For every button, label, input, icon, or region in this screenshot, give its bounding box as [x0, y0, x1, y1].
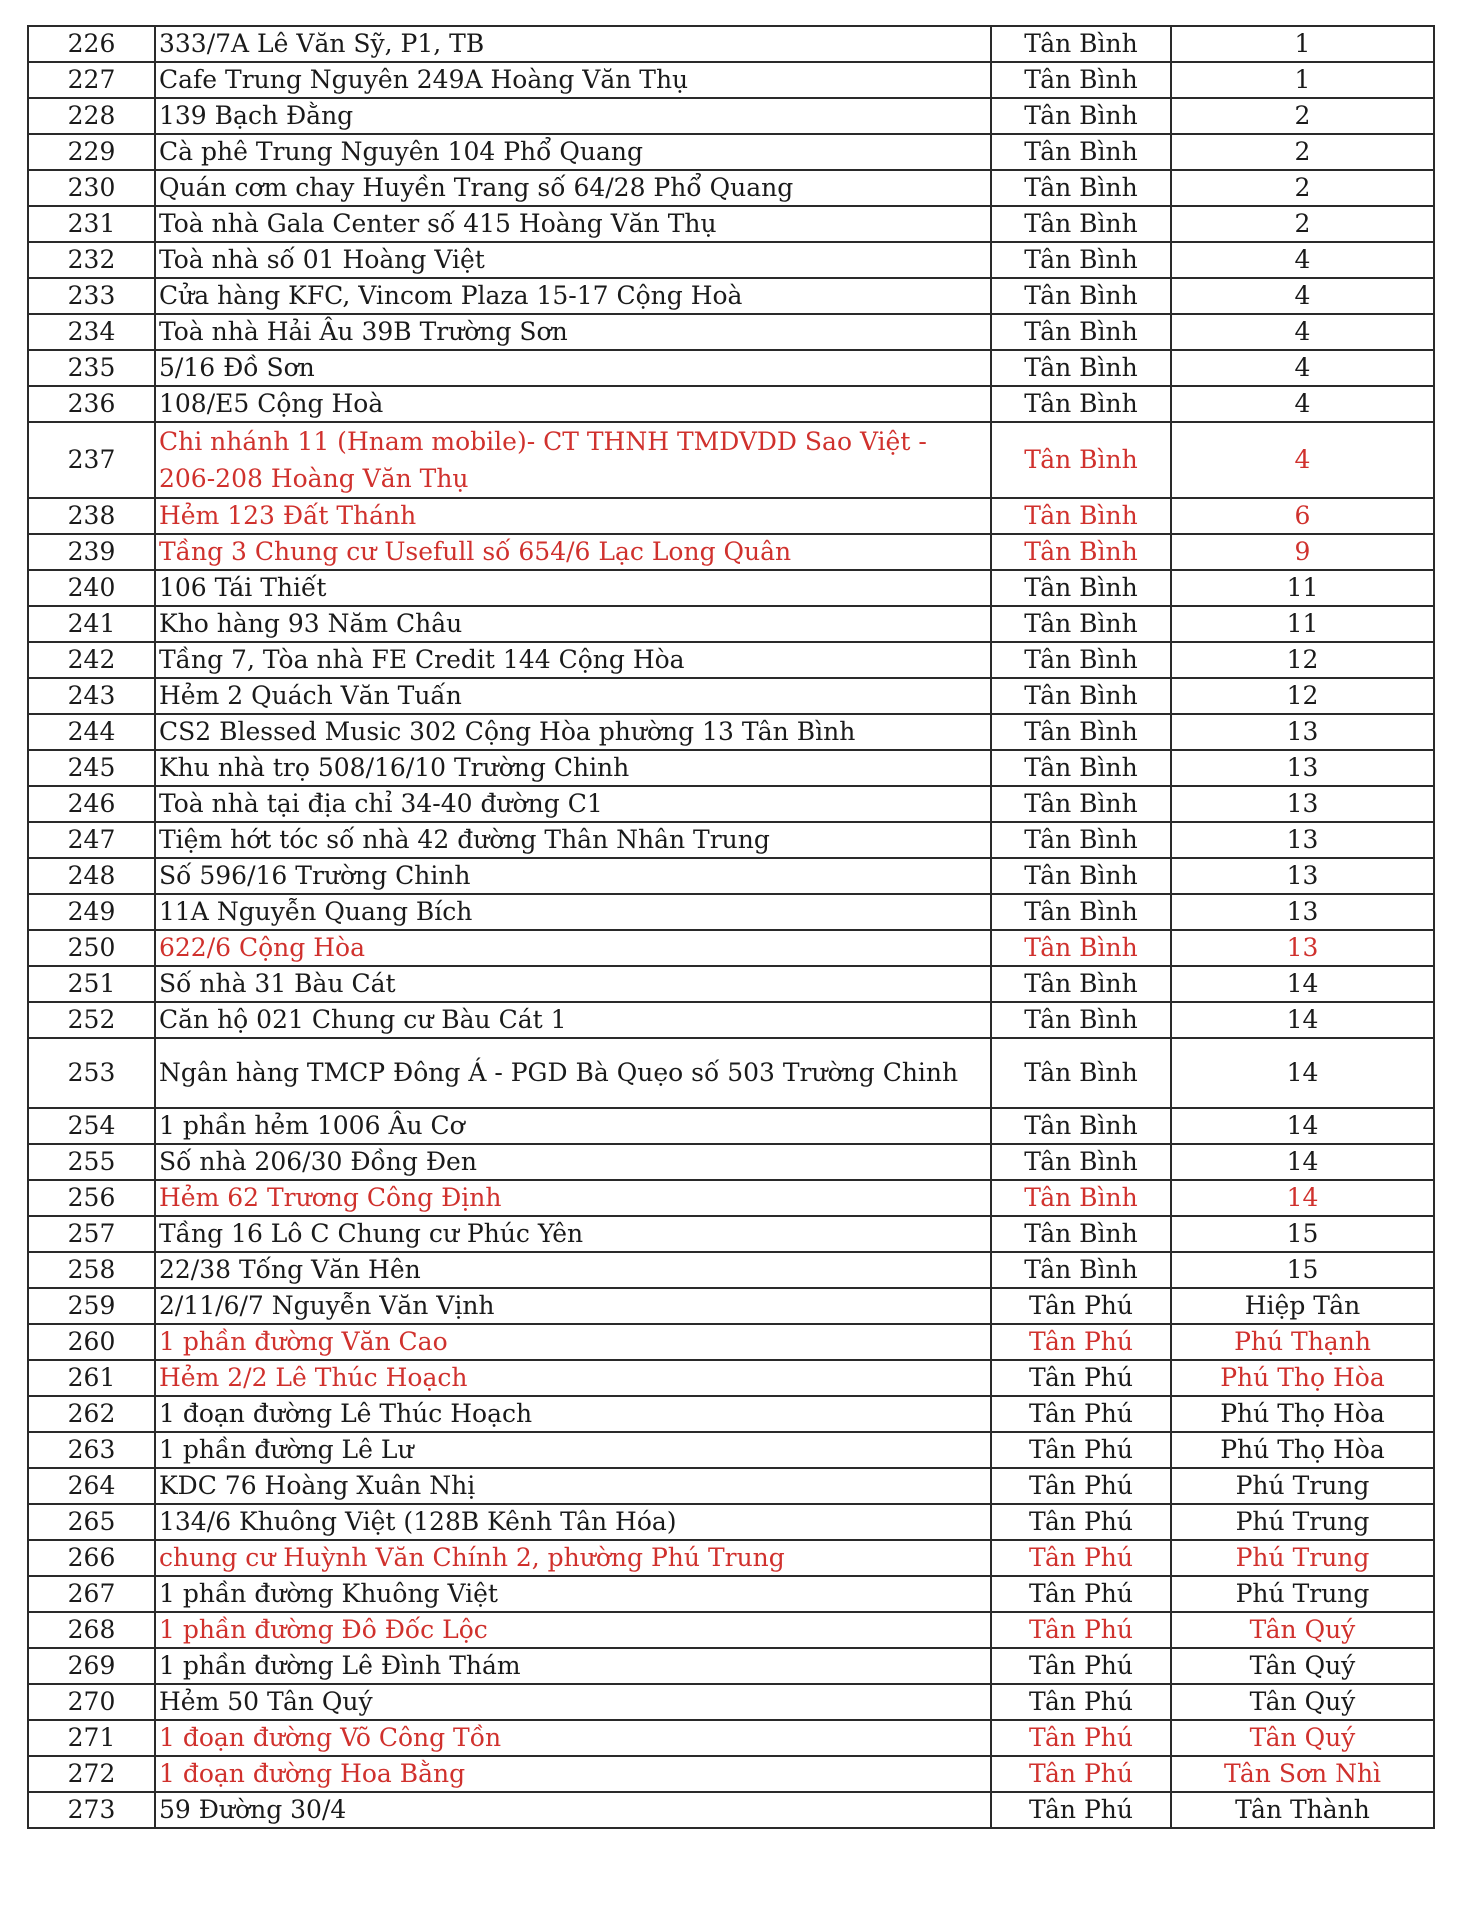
- address-cell: 22/38 Tống Văn Hên: [155, 1252, 991, 1288]
- district-cell: Tân Bình: [991, 314, 1171, 350]
- ward-cell: Tân Quý: [1171, 1720, 1434, 1756]
- address-cell: Quán cơm chay Huyền Trang số 64/28 Phổ Quang: [155, 170, 991, 206]
- address-cell: Hẻm 62 Trương Công Định: [155, 1180, 991, 1216]
- table-row: [28, 570, 1434, 606]
- district-cell: Tân Bình: [991, 1108, 1171, 1144]
- address-cell: Tầng 3 Chung cư Usefull số 654/6 Lạc Long Quân: [155, 534, 991, 570]
- table-row: [28, 714, 1434, 750]
- table-row: [28, 606, 1434, 642]
- ward-cell: Phú Trung: [1171, 1504, 1434, 1540]
- row-number-cell: 233: [28, 278, 155, 314]
- address-cell: Khu nhà trọ 508/16/10 Trường Chinh: [155, 750, 991, 786]
- address-cell: 622/6 Cộng Hòa: [155, 930, 991, 966]
- district-cell: Tân Bình: [991, 642, 1171, 678]
- district-cell: Tân Phú: [991, 1540, 1171, 1576]
- district-cell: Tân Phú: [991, 1396, 1171, 1432]
- ward-cell: 2: [1171, 98, 1434, 134]
- ward-cell: 13: [1171, 894, 1434, 930]
- district-cell: Tân Phú: [991, 1648, 1171, 1684]
- district-cell: Tân Bình: [991, 422, 1171, 498]
- row-number-cell: 252: [28, 1002, 155, 1038]
- ward-cell: 13: [1171, 858, 1434, 894]
- district-cell: Tân Phú: [991, 1288, 1171, 1324]
- address-cell: Hẻm 2 Quách Văn Tuấn: [155, 678, 991, 714]
- address-cell: CS2 Blessed Music 302 Cộng Hòa phường 13 Tân Bình: [155, 714, 991, 750]
- ward-cell: 15: [1171, 1216, 1434, 1252]
- table-row: [28, 822, 1434, 858]
- table-row: [28, 1216, 1434, 1252]
- ward-cell: Tân Quý: [1171, 1612, 1434, 1648]
- table-row: [28, 1396, 1434, 1432]
- ward-cell: 14: [1171, 1108, 1434, 1144]
- district-cell: Tân Bình: [991, 98, 1171, 134]
- address-cell: chung cư Huỳnh Văn Chính 2, phường Phú Trung: [155, 1540, 991, 1576]
- address-cell: 106 Tái Thiết: [155, 570, 991, 606]
- address-cell: 1 đoạn đường Võ Công Tồn: [155, 1720, 991, 1756]
- address-cell: Tầng 16 Lô C Chung cư Phúc Yên: [155, 1216, 991, 1252]
- row-number-cell: 254: [28, 1108, 155, 1144]
- row-number-cell: 260: [28, 1324, 155, 1360]
- row-number-cell: 238: [28, 498, 155, 534]
- district-cell: Tân Bình: [991, 62, 1171, 98]
- address-cell: 1 phần đường Văn Cao: [155, 1324, 991, 1360]
- row-number-cell: 268: [28, 1612, 155, 1648]
- ward-cell: 14: [1171, 966, 1434, 1002]
- table-row: [28, 966, 1434, 1002]
- address-cell: 1 phần đường Khuông Việt: [155, 1576, 991, 1612]
- address-cell: 108/E5 Cộng Hoà: [155, 386, 991, 422]
- table-row: [28, 894, 1434, 930]
- district-cell: Tân Bình: [991, 1144, 1171, 1180]
- row-number-cell: 229: [28, 134, 155, 170]
- ward-cell: Phú Thọ Hòa: [1171, 1396, 1434, 1432]
- district-cell: Tân Phú: [991, 1468, 1171, 1504]
- district-cell: Tân Bình: [991, 170, 1171, 206]
- ward-cell: 4: [1171, 242, 1434, 278]
- row-number-cell: 264: [28, 1468, 155, 1504]
- row-number-cell: 250: [28, 930, 155, 966]
- district-cell: Tân Phú: [991, 1612, 1171, 1648]
- address-cell: Hẻm 2/2 Lê Thúc Hoạch: [155, 1360, 991, 1396]
- ward-cell: 14: [1171, 1038, 1434, 1108]
- ward-cell: 14: [1171, 1180, 1434, 1216]
- ward-cell: 4: [1171, 350, 1434, 386]
- district-cell: Tân Bình: [991, 894, 1171, 930]
- table-row: [28, 98, 1434, 134]
- row-number-cell: 272: [28, 1756, 155, 1792]
- row-number-cell: 234: [28, 314, 155, 350]
- address-cell: Cửa hàng KFC, Vincom Plaza 15-17 Cộng Hoà: [155, 278, 991, 314]
- district-cell: Tân Bình: [991, 242, 1171, 278]
- district-cell: Tân Bình: [991, 134, 1171, 170]
- row-number-cell: 255: [28, 1144, 155, 1180]
- row-number-cell: 245: [28, 750, 155, 786]
- row-number-cell: 232: [28, 242, 155, 278]
- address-cell: KDC 76 Hoàng Xuân Nhị: [155, 1468, 991, 1504]
- district-cell: Tân Bình: [991, 206, 1171, 242]
- row-number-cell: 263: [28, 1432, 155, 1468]
- address-cell: 1 đoạn đường Hoa Bằng: [155, 1756, 991, 1792]
- row-number-cell: 273: [28, 1792, 155, 1828]
- table-row: [28, 930, 1434, 966]
- table-row: [28, 678, 1434, 714]
- table-row: [28, 1792, 1434, 1828]
- row-number-cell: 226: [28, 26, 155, 62]
- district-cell: Tân Phú: [991, 1432, 1171, 1468]
- row-number-cell: 249: [28, 894, 155, 930]
- district-cell: Tân Phú: [991, 1504, 1171, 1540]
- row-number-cell: 243: [28, 678, 155, 714]
- ward-cell: Phú Thọ Hòa: [1171, 1360, 1434, 1396]
- ward-cell: Phú Trung: [1171, 1576, 1434, 1612]
- table-row: [28, 1288, 1434, 1324]
- table-row: [28, 1648, 1434, 1684]
- district-cell: Tân Bình: [991, 786, 1171, 822]
- table-row: [28, 1504, 1434, 1540]
- address-cell: 139 Bạch Đằng: [155, 98, 991, 134]
- table-row: [28, 1468, 1434, 1504]
- address-cell: Ngân hàng TMCP Đông Á - PGD Bà Quẹo số 503 Trường Chinh: [155, 1038, 991, 1108]
- table-row: [28, 1360, 1434, 1396]
- address-cell: 2/11/6/7 Nguyễn Văn Vịnh: [155, 1288, 991, 1324]
- row-number-cell: 270: [28, 1684, 155, 1720]
- district-cell: Tân Bình: [991, 386, 1171, 422]
- district-cell: Tân Phú: [991, 1756, 1171, 1792]
- district-cell: Tân Bình: [991, 606, 1171, 642]
- row-number-cell: 227: [28, 62, 155, 98]
- table-row: [28, 62, 1434, 98]
- table-row: [28, 1324, 1434, 1360]
- row-number-cell: 231: [28, 206, 155, 242]
- ward-cell: Phú Thọ Hòa: [1171, 1432, 1434, 1468]
- table-row: [28, 1756, 1434, 1792]
- district-cell: Tân Phú: [991, 1324, 1171, 1360]
- ward-cell: Tân Thành: [1171, 1792, 1434, 1828]
- row-number-cell: 242: [28, 642, 155, 678]
- address-cell: Toà nhà Hải Âu 39B Trường Sơn: [155, 314, 991, 350]
- ward-cell: 4: [1171, 278, 1434, 314]
- table-row: [28, 1576, 1434, 1612]
- ward-cell: 14: [1171, 1002, 1434, 1038]
- row-number-cell: 235: [28, 350, 155, 386]
- row-number-cell: 259: [28, 1288, 155, 1324]
- ward-cell: Tân Sơn Nhì: [1171, 1756, 1434, 1792]
- ward-cell: 11: [1171, 570, 1434, 606]
- row-number-cell: 241: [28, 606, 155, 642]
- row-number-cell: 271: [28, 1720, 155, 1756]
- row-number-cell: 269: [28, 1648, 155, 1684]
- address-cell: Tầng 7, Tòa nhà FE Credit 144 Cộng Hòa: [155, 642, 991, 678]
- ward-cell: 1: [1171, 26, 1434, 62]
- table-row: [28, 134, 1434, 170]
- table-row: [28, 206, 1434, 242]
- table-row: [28, 422, 1434, 498]
- ward-cell: 4: [1171, 422, 1434, 498]
- ward-cell: 14: [1171, 1144, 1434, 1180]
- ward-cell: 13: [1171, 930, 1434, 966]
- ward-cell: Phú Thạnh: [1171, 1324, 1434, 1360]
- ward-cell: 6: [1171, 498, 1434, 534]
- district-cell: Tân Bình: [991, 822, 1171, 858]
- district-cell: Tân Bình: [991, 350, 1171, 386]
- ward-cell: 2: [1171, 134, 1434, 170]
- row-number-cell: 262: [28, 1396, 155, 1432]
- address-cell: 59 Đường 30/4: [155, 1792, 991, 1828]
- ward-cell: 13: [1171, 750, 1434, 786]
- address-cell: Kho hàng 93 Năm Châu: [155, 606, 991, 642]
- table-row: [28, 278, 1434, 314]
- district-cell: Tân Bình: [991, 278, 1171, 314]
- table-row: [28, 858, 1434, 894]
- address-cell: 1 phần đường Đô Đốc Lộc: [155, 1612, 991, 1648]
- row-number-cell: 228: [28, 98, 155, 134]
- district-cell: Tân Phú: [991, 1792, 1171, 1828]
- address-cell: 5/16 Đồ Sơn: [155, 350, 991, 386]
- row-number-cell: 246: [28, 786, 155, 822]
- address-cell: 1 đoạn đường Lê Thúc Hoạch: [155, 1396, 991, 1432]
- ward-cell: 4: [1171, 386, 1434, 422]
- row-number-cell: 257: [28, 1216, 155, 1252]
- address-list-sheet: [27, 25, 1433, 1829]
- table-row: [28, 1144, 1434, 1180]
- table-row: [28, 642, 1434, 678]
- district-cell: Tân Bình: [991, 1252, 1171, 1288]
- row-number-cell: 248: [28, 858, 155, 894]
- ward-cell: Hiệp Tân: [1171, 1288, 1434, 1324]
- row-number-cell: 266: [28, 1540, 155, 1576]
- table-row: [28, 26, 1434, 62]
- district-cell: Tân Bình: [991, 750, 1171, 786]
- address-cell: Cafe Trung Nguyên 249A Hoàng Văn Thụ: [155, 62, 991, 98]
- table-row: [28, 1002, 1434, 1038]
- district-cell: Tân Bình: [991, 1180, 1171, 1216]
- ward-cell: 12: [1171, 642, 1434, 678]
- row-number-cell: 240: [28, 570, 155, 606]
- district-cell: Tân Bình: [991, 930, 1171, 966]
- address-cell: Cà phê Trung Nguyên 104 Phổ Quang: [155, 134, 991, 170]
- row-number-cell: 267: [28, 1576, 155, 1612]
- ward-cell: 4: [1171, 314, 1434, 350]
- ward-cell: 13: [1171, 786, 1434, 822]
- address-cell: Hẻm 50 Tân Quý: [155, 1684, 991, 1720]
- district-cell: Tân Bình: [991, 714, 1171, 750]
- row-number-cell: 239: [28, 534, 155, 570]
- address-cell: Hẻm 123 Đất Thánh: [155, 498, 991, 534]
- address-cell: Số nhà 31 Bàu Cát: [155, 966, 991, 1002]
- district-cell: Tân Bình: [991, 678, 1171, 714]
- district-cell: Tân Phú: [991, 1576, 1171, 1612]
- district-cell: Tân Bình: [991, 534, 1171, 570]
- district-cell: Tân Bình: [991, 1038, 1171, 1108]
- district-cell: Tân Bình: [991, 966, 1171, 1002]
- table-row: [28, 750, 1434, 786]
- row-number-cell: 251: [28, 966, 155, 1002]
- table-row: [28, 498, 1434, 534]
- address-cell: Căn hộ 021 Chung cư Bàu Cát 1: [155, 1002, 991, 1038]
- address-cell: Toà nhà Gala Center số 415 Hoàng Văn Thụ: [155, 206, 991, 242]
- table-row: [28, 386, 1434, 422]
- table-row: [28, 1540, 1434, 1576]
- address-cell: 1 phần hẻm 1006 Âu Cơ: [155, 1108, 991, 1144]
- table-row: [28, 786, 1434, 822]
- ward-cell: 2: [1171, 170, 1434, 206]
- ward-cell: Phú Trung: [1171, 1468, 1434, 1504]
- address-cell: Số 596/16 Trường Chinh: [155, 858, 991, 894]
- table-row: [28, 1612, 1434, 1648]
- district-cell: Tân Bình: [991, 858, 1171, 894]
- ward-cell: 15: [1171, 1252, 1434, 1288]
- row-number-cell: 265: [28, 1504, 155, 1540]
- row-number-cell: 244: [28, 714, 155, 750]
- row-number-cell: 258: [28, 1252, 155, 1288]
- district-cell: Tân Bình: [991, 1002, 1171, 1038]
- district-cell: Tân Bình: [991, 498, 1171, 534]
- ward-cell: 13: [1171, 714, 1434, 750]
- table-row: [28, 170, 1434, 206]
- ward-cell: Tân Quý: [1171, 1684, 1434, 1720]
- district-cell: Tân Bình: [991, 26, 1171, 62]
- table-row: [28, 1720, 1434, 1756]
- table-row: [28, 242, 1434, 278]
- address-cell: 1 phần đường Lê Lư: [155, 1432, 991, 1468]
- row-number-cell: 230: [28, 170, 155, 206]
- table-row: [28, 1684, 1434, 1720]
- table-body: [28, 26, 1434, 1828]
- address-cell: Toà nhà tại địa chỉ 34-40 đường C1: [155, 786, 991, 822]
- row-number-cell: 256: [28, 1180, 155, 1216]
- row-number-cell: 253: [28, 1038, 155, 1108]
- address-cell: 333/7A Lê Văn Sỹ, P1, TB: [155, 26, 991, 62]
- district-cell: Tân Bình: [991, 1216, 1171, 1252]
- table-row: [28, 1108, 1434, 1144]
- district-cell: Tân Bình: [991, 570, 1171, 606]
- ward-cell: 11: [1171, 606, 1434, 642]
- address-cell: 11A Nguyễn Quang Bích: [155, 894, 991, 930]
- ward-cell: 9: [1171, 534, 1434, 570]
- ward-cell: 12: [1171, 678, 1434, 714]
- address-cell: Tiệm hớt tóc số nhà 42 đường Thân Nhân Trung: [155, 822, 991, 858]
- address-cell: 1 phần đường Lê Đình Thám: [155, 1648, 991, 1684]
- row-number-cell: 236: [28, 386, 155, 422]
- ward-cell: 13: [1171, 822, 1434, 858]
- table-row: [28, 1432, 1434, 1468]
- ward-cell: Phú Trung: [1171, 1540, 1434, 1576]
- row-number-cell: 261: [28, 1360, 155, 1396]
- row-number-cell: 237: [28, 422, 155, 498]
- table-row: [28, 534, 1434, 570]
- address-cell: Chi nhánh 11 (Hnam mobile)- CT THNH TMDVDD Sao Việt - 206-208 Hoàng Văn Thụ: [155, 422, 991, 498]
- table-row: [28, 1180, 1434, 1216]
- table-row: [28, 1252, 1434, 1288]
- table-row: [28, 314, 1434, 350]
- table-row: [28, 1038, 1434, 1108]
- district-cell: Tân Phú: [991, 1360, 1171, 1396]
- district-cell: Tân Phú: [991, 1720, 1171, 1756]
- location-table: [27, 25, 1435, 1829]
- table-row: [28, 350, 1434, 386]
- ward-cell: 1: [1171, 62, 1434, 98]
- row-number-cell: 247: [28, 822, 155, 858]
- ward-cell: 2: [1171, 206, 1434, 242]
- address-cell: 134/6 Khuông Việt (128B Kênh Tân Hóa): [155, 1504, 991, 1540]
- district-cell: Tân Phú: [991, 1684, 1171, 1720]
- address-cell: Toà nhà số 01 Hoàng Việt: [155, 242, 991, 278]
- address-cell: Số nhà 206/30 Đồng Đen: [155, 1144, 991, 1180]
- ward-cell: Tân Quý: [1171, 1648, 1434, 1684]
